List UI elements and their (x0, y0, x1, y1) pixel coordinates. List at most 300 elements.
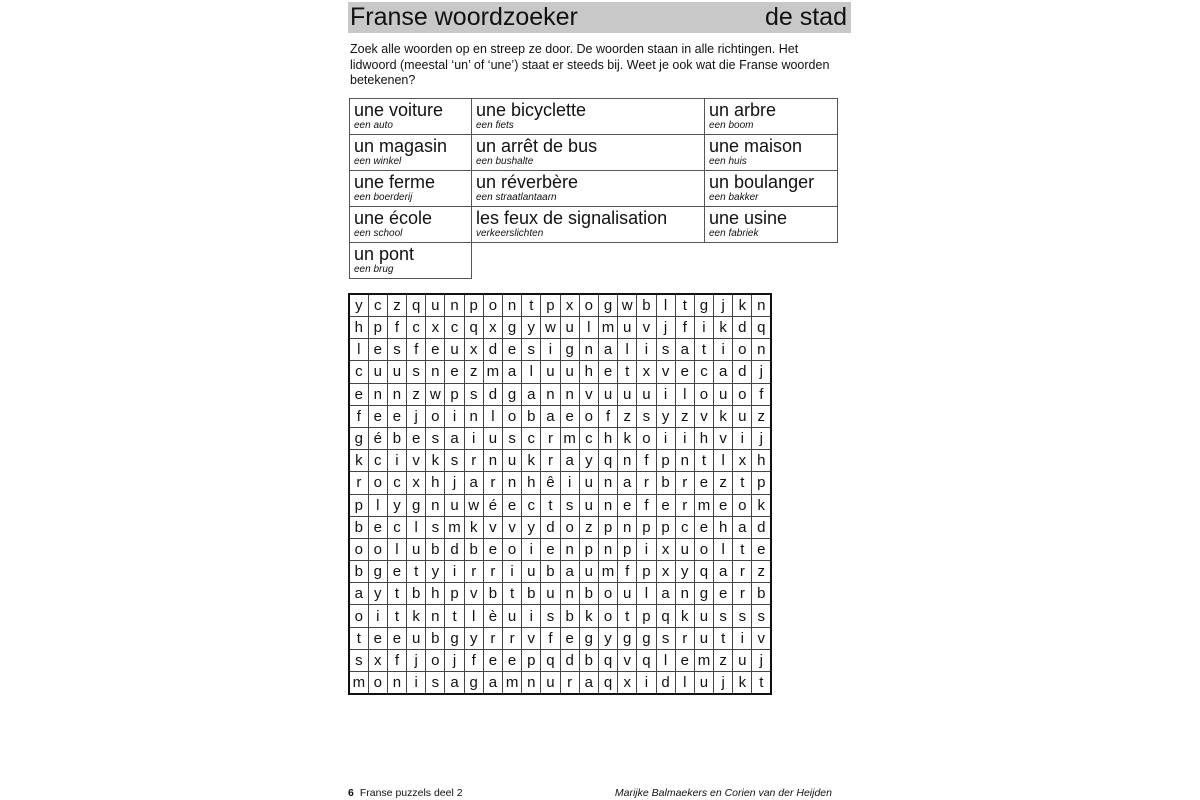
grid-letter[interactable]: h (579, 361, 598, 383)
grid-letter[interactable]: e (387, 405, 406, 427)
grid-letter[interactable]: b (656, 472, 675, 494)
grid-letter[interactable]: u (368, 361, 387, 383)
grid-letter[interactable]: f (464, 649, 483, 671)
grid-letter[interactable]: i (733, 627, 752, 649)
grid-letter[interactable]: p (464, 294, 483, 317)
grid-letter[interactable]: k (714, 405, 733, 427)
grid-letter[interactable]: l (618, 339, 637, 361)
grid-letter[interactable]: o (637, 427, 656, 449)
grid-letter[interactable]: k (618, 427, 637, 449)
grid-letter[interactable]: n (368, 383, 387, 405)
grid-letter[interactable]: b (349, 516, 368, 538)
grid-letter[interactable]: o (349, 538, 368, 560)
grid-letter[interactable]: k (426, 450, 445, 472)
grid-letter[interactable]: e (694, 516, 713, 538)
grid-letter[interactable]: n (560, 383, 579, 405)
grid-letter[interactable]: v (464, 583, 483, 605)
grid-letter[interactable]: s (522, 339, 541, 361)
grid-letter[interactable]: s (426, 516, 445, 538)
grid-letter[interactable]: n (503, 294, 522, 317)
grid-letter[interactable]: ê (541, 472, 560, 494)
grid-letter[interactable]: v (407, 450, 426, 472)
grid-letter[interactable]: v (656, 361, 675, 383)
grid-letter[interactable]: p (618, 538, 637, 560)
grid-letter[interactable]: f (618, 561, 637, 583)
grid-letter[interactable]: f (637, 494, 656, 516)
grid-letter[interactable]: q (598, 450, 617, 472)
grid-letter[interactable]: k (349, 450, 368, 472)
grid-letter[interactable]: b (464, 538, 483, 560)
grid-letter[interactable]: e (426, 339, 445, 361)
grid-letter[interactable]: b (522, 405, 541, 427)
grid-letter[interactable]: i (560, 472, 579, 494)
grid-letter[interactable]: e (368, 627, 387, 649)
grid-letter[interactable]: d (656, 672, 675, 695)
grid-letter[interactable]: j (407, 405, 426, 427)
grid-letter[interactable]: f (407, 339, 426, 361)
grid-letter[interactable]: v (618, 649, 637, 671)
grid-letter[interactable]: b (349, 561, 368, 583)
grid-letter[interactable]: d (560, 649, 579, 671)
grid-letter[interactable]: q (541, 649, 560, 671)
grid-letter[interactable]: p (368, 317, 387, 339)
grid-letter[interactable]: b (560, 605, 579, 627)
grid-letter[interactable]: e (541, 538, 560, 560)
grid-letter[interactable]: y (675, 561, 694, 583)
grid-letter[interactable]: x (464, 339, 483, 361)
grid-letter[interactable]: s (387, 339, 406, 361)
grid-letter[interactable]: e (618, 494, 637, 516)
grid-letter[interactable]: r (637, 472, 656, 494)
grid-letter[interactable]: u (579, 494, 598, 516)
grid-letter[interactable]: e (368, 516, 387, 538)
grid-letter[interactable]: l (464, 605, 483, 627)
grid-letter[interactable]: q (694, 561, 713, 583)
grid-letter[interactable]: s (541, 605, 560, 627)
grid-letter[interactable]: n (752, 339, 771, 361)
grid-letter[interactable]: x (368, 649, 387, 671)
grid-letter[interactable]: d (445, 538, 464, 560)
grid-letter[interactable]: a (714, 361, 733, 383)
grid-letter[interactable]: j (714, 294, 733, 317)
grid-letter[interactable]: z (752, 561, 771, 583)
grid-letter[interactable]: x (656, 538, 675, 560)
grid-letter[interactable]: h (426, 472, 445, 494)
grid-letter[interactable]: r (464, 450, 483, 472)
grid-letter[interactable]: o (694, 383, 713, 405)
grid-letter[interactable]: u (618, 383, 637, 405)
grid-letter[interactable]: e (675, 361, 694, 383)
grid-letter[interactable]: j (752, 649, 771, 671)
grid-letter[interactable]: n (387, 672, 406, 695)
grid-letter[interactable]: u (618, 317, 637, 339)
grid-letter[interactable]: m (503, 672, 522, 695)
grid-letter[interactable]: j (656, 317, 675, 339)
grid-letter[interactable]: e (656, 494, 675, 516)
grid-letter[interactable]: g (579, 627, 598, 649)
grid-letter[interactable]: l (483, 405, 502, 427)
grid-letter[interactable]: p (522, 649, 541, 671)
grid-letter[interactable]: y (598, 627, 617, 649)
grid-letter[interactable]: n (675, 450, 694, 472)
grid-letter[interactable]: p (637, 561, 656, 583)
grid-letter[interactable]: y (349, 294, 368, 317)
grid-letter[interactable]: u (694, 605, 713, 627)
grid-letter[interactable]: a (560, 561, 579, 583)
grid-letter[interactable]: r (483, 561, 502, 583)
grid-letter[interactable]: g (407, 494, 426, 516)
grid-letter[interactable]: k (522, 450, 541, 472)
grid-letter[interactable]: z (464, 361, 483, 383)
grid-letter[interactable]: p (445, 583, 464, 605)
grid-letter[interactable]: o (483, 294, 502, 317)
grid-letter[interactable]: e (368, 405, 387, 427)
grid-letter[interactable]: a (675, 339, 694, 361)
grid-letter[interactable]: i (522, 605, 541, 627)
grid-letter[interactable]: n (752, 294, 771, 317)
grid-letter[interactable]: t (733, 472, 752, 494)
grid-letter[interactable]: o (426, 405, 445, 427)
grid-letter[interactable]: v (483, 516, 502, 538)
grid-letter[interactable]: s (426, 672, 445, 695)
grid-letter[interactable]: q (464, 317, 483, 339)
grid-letter[interactable]: o (598, 583, 617, 605)
grid-letter[interactable]: j (752, 427, 771, 449)
grid-letter[interactable]: s (656, 627, 675, 649)
grid-letter[interactable]: r (483, 627, 502, 649)
grid-letter[interactable]: s (656, 339, 675, 361)
grid-letter[interactable]: t (387, 605, 406, 627)
grid-letter[interactable]: l (407, 516, 426, 538)
grid-letter[interactable]: u (675, 538, 694, 560)
grid-letter[interactable]: i (464, 427, 483, 449)
grid-letter[interactable]: y (426, 561, 445, 583)
grid-letter[interactable]: i (368, 605, 387, 627)
grid-letter[interactable]: o (579, 294, 598, 317)
grid-letter[interactable]: u (541, 672, 560, 695)
grid-letter[interactable]: f (675, 317, 694, 339)
grid-letter[interactable]: h (714, 516, 733, 538)
grid-letter[interactable]: s (733, 605, 752, 627)
grid-letter[interactable]: e (368, 339, 387, 361)
grid-letter[interactable]: o (733, 339, 752, 361)
grid-letter[interactable]: o (368, 472, 387, 494)
grid-letter[interactable]: n (464, 405, 483, 427)
grid-letter[interactable]: v (503, 516, 522, 538)
grid-letter[interactable]: d (483, 383, 502, 405)
grid-letter[interactable]: a (714, 561, 733, 583)
grid-letter[interactable]: z (387, 294, 406, 317)
grid-letter[interactable]: p (541, 294, 560, 317)
grid-letter[interactable]: u (407, 627, 426, 649)
grid-letter[interactable]: t (675, 294, 694, 317)
grid-letter[interactable]: l (675, 383, 694, 405)
grid-letter[interactable]: y (656, 405, 675, 427)
grid-letter[interactable]: f (387, 317, 406, 339)
grid-letter[interactable]: k (733, 294, 752, 317)
grid-letter[interactable]: i (656, 427, 675, 449)
grid-letter[interactable]: t (694, 339, 713, 361)
grid-letter[interactable]: u (541, 583, 560, 605)
grid-letter[interactable]: m (598, 561, 617, 583)
grid-letter[interactable]: j (445, 472, 464, 494)
grid-letter[interactable]: o (349, 605, 368, 627)
grid-letter[interactable]: r (503, 627, 522, 649)
grid-letter[interactable]: o (368, 538, 387, 560)
grid-letter[interactable]: e (752, 538, 771, 560)
grid-letter[interactable]: s (464, 383, 483, 405)
grid-letter[interactable]: l (387, 538, 406, 560)
grid-letter[interactable]: g (445, 627, 464, 649)
grid-letter[interactable]: e (694, 472, 713, 494)
grid-letter[interactable]: y (579, 450, 598, 472)
grid-letter[interactable]: m (560, 427, 579, 449)
grid-letter[interactable]: r (541, 427, 560, 449)
grid-letter[interactable]: x (560, 294, 579, 317)
grid-letter[interactable]: g (560, 339, 579, 361)
grid-letter[interactable]: p (349, 494, 368, 516)
grid-letter[interactable]: a (522, 383, 541, 405)
grid-letter[interactable]: e (483, 538, 502, 560)
grid-letter[interactable]: s (637, 405, 656, 427)
grid-letter[interactable]: r (541, 450, 560, 472)
grid-letter[interactable]: k (407, 605, 426, 627)
grid-letter[interactable]: c (675, 516, 694, 538)
grid-letter[interactable]: q (407, 294, 426, 317)
grid-letter[interactable]: n (426, 494, 445, 516)
grid-letter[interactable]: r (733, 583, 752, 605)
grid-letter[interactable]: t (618, 605, 637, 627)
grid-letter[interactable]: t (445, 605, 464, 627)
grid-letter[interactable]: a (618, 472, 637, 494)
grid-letter[interactable]: e (407, 427, 426, 449)
grid-letter[interactable]: b (522, 583, 541, 605)
grid-letter[interactable]: p (752, 472, 771, 494)
grid-letter[interactable]: u (598, 383, 617, 405)
grid-letter[interactable]: o (694, 538, 713, 560)
grid-letter[interactable]: l (714, 538, 733, 560)
grid-letter[interactable]: c (368, 294, 387, 317)
grid-letter[interactable]: f (752, 383, 771, 405)
grid-letter[interactable]: k (464, 516, 483, 538)
grid-letter[interactable]: c (694, 361, 713, 383)
grid-letter[interactable]: s (752, 605, 771, 627)
grid-letter[interactable]: l (714, 450, 733, 472)
grid-letter[interactable]: a (560, 450, 579, 472)
grid-letter[interactable]: t (714, 627, 733, 649)
grid-letter[interactable]: o (426, 649, 445, 671)
grid-letter[interactable]: v (694, 405, 713, 427)
grid-letter[interactable]: x (483, 317, 502, 339)
grid-letter[interactable]: b (752, 583, 771, 605)
grid-letter[interactable]: b (387, 427, 406, 449)
grid-letter[interactable]: r (349, 472, 368, 494)
grid-letter[interactable]: i (522, 538, 541, 560)
grid-letter[interactable]: a (445, 427, 464, 449)
grid-letter[interactable]: y (522, 516, 541, 538)
grid-letter[interactable]: m (694, 649, 713, 671)
grid-letter[interactable]: n (522, 672, 541, 695)
grid-letter[interactable]: g (637, 627, 656, 649)
grid-letter[interactable]: g (464, 672, 483, 695)
grid-letter[interactable]: k (714, 317, 733, 339)
grid-letter[interactable]: t (752, 672, 771, 695)
grid-letter[interactable]: b (541, 561, 560, 583)
grid-letter[interactable]: h (522, 472, 541, 494)
grid-letter[interactable]: e (714, 494, 733, 516)
grid-letter[interactable]: r (464, 561, 483, 583)
grid-letter[interactable]: a (733, 516, 752, 538)
grid-letter[interactable]: m (598, 317, 617, 339)
grid-letter[interactable]: e (503, 649, 522, 671)
grid-letter[interactable]: u (637, 383, 656, 405)
grid-letter[interactable]: n (445, 294, 464, 317)
grid-letter[interactable]: v (714, 427, 733, 449)
grid-letter[interactable]: n (541, 383, 560, 405)
grid-letter[interactable]: b (579, 649, 598, 671)
grid-letter[interactable]: c (522, 427, 541, 449)
grid-letter[interactable]: o (368, 672, 387, 695)
grid-letter[interactable]: j (714, 672, 733, 695)
grid-letter[interactable]: e (560, 405, 579, 427)
grid-letter[interactable]: s (426, 427, 445, 449)
grid-letter[interactable]: s (503, 427, 522, 449)
grid-letter[interactable]: l (656, 649, 675, 671)
grid-letter[interactable]: i (637, 339, 656, 361)
grid-letter[interactable]: a (579, 672, 598, 695)
grid-letter[interactable]: w (426, 383, 445, 405)
grid-letter[interactable]: s (445, 450, 464, 472)
grid-letter[interactable]: g (349, 427, 368, 449)
grid-letter[interactable]: a (349, 583, 368, 605)
grid-letter[interactable]: h (694, 427, 713, 449)
grid-letter[interactable]: u (522, 561, 541, 583)
grid-letter[interactable]: é (483, 494, 502, 516)
grid-letter[interactable]: y (368, 583, 387, 605)
grid-letter[interactable]: i (675, 427, 694, 449)
grid-letter[interactable]: e (560, 627, 579, 649)
grid-letter[interactable]: p (656, 516, 675, 538)
grid-letter[interactable]: b (579, 583, 598, 605)
grid-letter[interactable]: g (598, 294, 617, 317)
grid-letter[interactable]: g (694, 294, 713, 317)
grid-letter[interactable]: j (752, 361, 771, 383)
grid-letter[interactable]: z (618, 405, 637, 427)
grid-letter[interactable]: m (694, 494, 713, 516)
grid-letter[interactable]: k (733, 672, 752, 695)
grid-letter[interactable]: x (426, 317, 445, 339)
grid-letter[interactable]: f (387, 649, 406, 671)
grid-letter[interactable]: c (387, 472, 406, 494)
grid-letter[interactable]: f (541, 627, 560, 649)
grid-letter[interactable]: c (445, 317, 464, 339)
grid-letter[interactable]: u (733, 405, 752, 427)
grid-letter[interactable]: g (694, 583, 713, 605)
grid-letter[interactable]: q (598, 649, 617, 671)
grid-letter[interactable]: u (503, 605, 522, 627)
grid-letter[interactable]: l (368, 494, 387, 516)
grid-letter[interactable]: f (349, 405, 368, 427)
grid-letter[interactable]: u (733, 649, 752, 671)
grid-letter[interactable]: n (426, 361, 445, 383)
grid-letter[interactable]: u (445, 494, 464, 516)
grid-letter[interactable]: e (387, 561, 406, 583)
grid-letter[interactable]: q (598, 672, 617, 695)
grid-letter[interactable]: u (579, 472, 598, 494)
grid-letter[interactable]: m (445, 516, 464, 538)
grid-letter[interactable]: z (714, 472, 733, 494)
grid-letter[interactable]: u (541, 361, 560, 383)
grid-letter[interactable]: o (503, 405, 522, 427)
grid-letter[interactable]: x (656, 561, 675, 583)
grid-letter[interactable]: g (503, 383, 522, 405)
grid-letter[interactable]: a (464, 472, 483, 494)
grid-letter[interactable]: t (694, 450, 713, 472)
grid-letter[interactable]: r (675, 494, 694, 516)
grid-letter[interactable]: c (522, 494, 541, 516)
grid-letter[interactable]: h (426, 583, 445, 605)
grid-letter[interactable]: u (503, 450, 522, 472)
grid-letter[interactable]: w (541, 317, 560, 339)
grid-letter[interactable]: d (541, 516, 560, 538)
grid-letter[interactable]: b (426, 627, 445, 649)
grid-letter[interactable]: i (541, 339, 560, 361)
grid-letter[interactable]: u (694, 627, 713, 649)
grid-letter[interactable]: n (483, 450, 502, 472)
grid-letter[interactable]: n (598, 538, 617, 560)
grid-letter[interactable]: n (618, 450, 637, 472)
grid-letter[interactable]: o (733, 383, 752, 405)
grid-letter[interactable]: p (637, 516, 656, 538)
grid-letter[interactable]: c (407, 317, 426, 339)
grid-letter[interactable]: l (656, 294, 675, 317)
grid-letter[interactable]: u (714, 383, 733, 405)
grid-letter[interactable]: a (503, 361, 522, 383)
grid-letter[interactable]: è (483, 605, 502, 627)
grid-letter[interactable]: v (579, 383, 598, 405)
grid-letter[interactable]: n (579, 339, 598, 361)
grid-letter[interactable]: b (483, 583, 502, 605)
grid-letter[interactable]: b (426, 538, 445, 560)
grid-letter[interactable]: e (503, 339, 522, 361)
grid-letter[interactable]: u (387, 361, 406, 383)
grid-letter[interactable]: a (598, 339, 617, 361)
grid-letter[interactable]: l (349, 339, 368, 361)
grid-letter[interactable]: x (733, 450, 752, 472)
grid-letter[interactable]: y (522, 317, 541, 339)
grid-letter[interactable]: o (598, 605, 617, 627)
grid-letter[interactable]: e (598, 361, 617, 383)
grid-letter[interactable]: i (733, 427, 752, 449)
grid-letter[interactable]: x (618, 672, 637, 695)
grid-letter[interactable]: p (598, 516, 617, 538)
grid-letter[interactable]: o (733, 494, 752, 516)
grid-letter[interactable]: h (598, 427, 617, 449)
grid-letter[interactable]: g (368, 561, 387, 583)
grid-letter[interactable]: z (714, 649, 733, 671)
grid-letter[interactable]: i (714, 339, 733, 361)
grid-letter[interactable]: e (714, 583, 733, 605)
grid-letter[interactable]: u (426, 294, 445, 317)
grid-letter[interactable]: c (579, 427, 598, 449)
grid-letter[interactable]: g (618, 627, 637, 649)
grid-letter[interactable]: n (598, 472, 617, 494)
grid-letter[interactable]: u (407, 538, 426, 560)
grid-letter[interactable]: n (387, 383, 406, 405)
grid-letter[interactable]: i (503, 561, 522, 583)
grid-letter[interactable]: a (445, 672, 464, 695)
grid-letter[interactable]: t (541, 494, 560, 516)
